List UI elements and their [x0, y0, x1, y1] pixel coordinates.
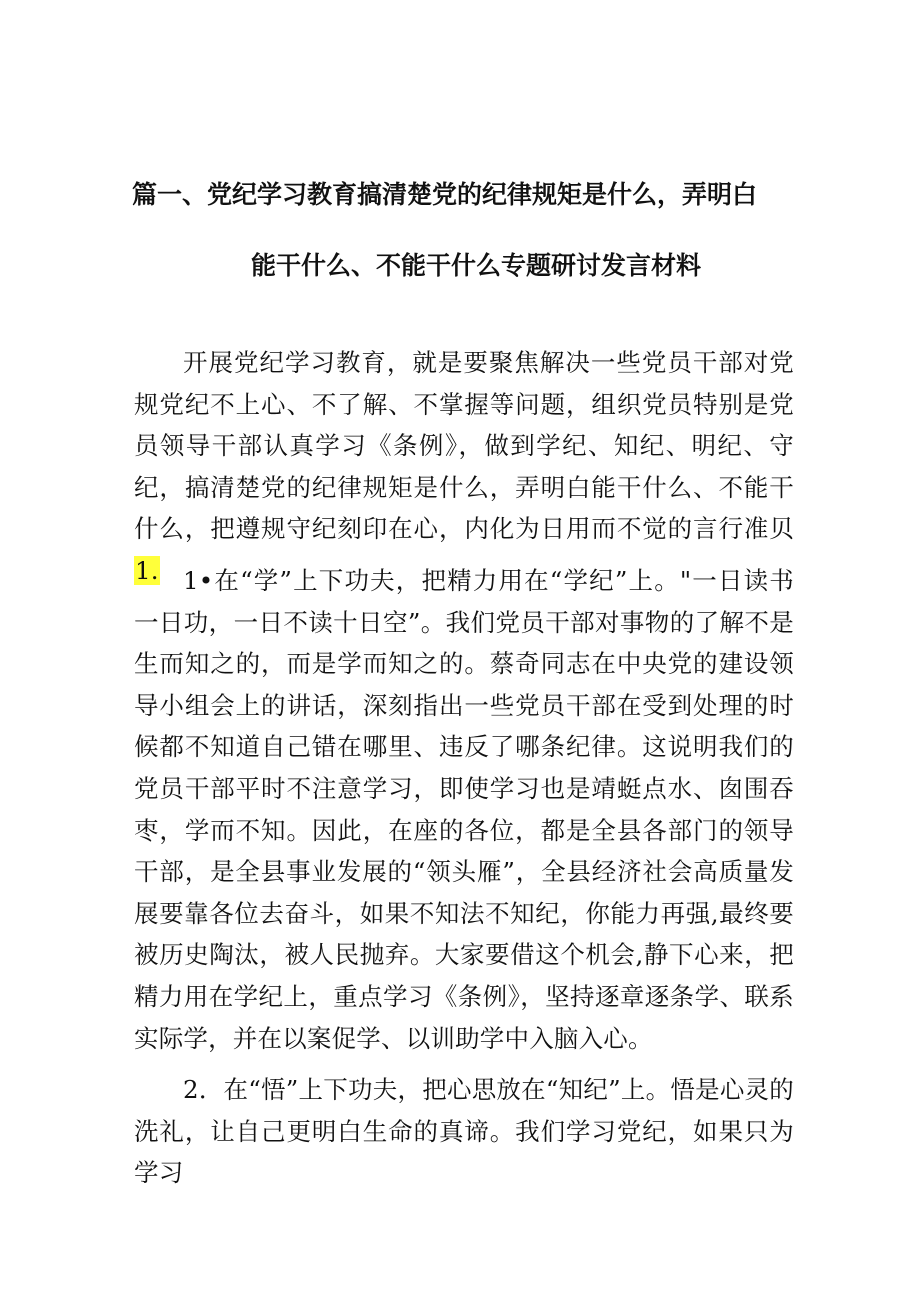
- intro-paragraph: [134, 342, 794, 592]
- paragraph-1: 1•在“学”上下功夫，把精力用在“学纪”上。"一日读书一日功，一日不读十日空”。我们党员干部对事物的了解不是生而知之的，而是学而知之的。蔡奇同志在中央党的建设领导小组会上的讲话，深刻指出一些党员干部在受到处理的时候都不知道自己错在哪里、违反了哪条纪律。这说明我们的党员干部平时不注意学习，即使学习也是靖蜓点水、囱围吞枣，学而不知。因此，在座的各位，都是全县各部门的领导干部，是全县事业发展的“领头雁”，全县经济社会高质量发展要靠各位去奋斗，如果不知法不知纪，你能力再强,最终要被历史陶汰，被人民抛弃。大家要借这个机会,静下心来，把精力用在学纪上，重点学习《条例》，坚持逐章逐条学、联系实际学，并在以案促学、以训助学中入脑入心。: [134, 566, 794, 1053]
- paragraph-2: 2．在“悟”上下功夫，把心思放在“知纪”上。悟是心灵的洗礼，让自己更明白生命的真谛。我们学习党纪，如果只为学习: [134, 1075, 794, 1188]
- paragraph-1-block: [134, 560, 794, 1059]
- intro-paragraph-block: [134, 342, 794, 592]
- document-title-line-1: 篇一、党纪学习教育搞清楚党的纪律规矩是什么，弄明白: [132, 180, 758, 209]
- highlighted-marker: 1.: [135, 555, 159, 585]
- document-title-line-2: 能干什么、不能干什么专题研讨发言材料: [251, 251, 702, 280]
- intro-text: 开展党纪学习教育，就是要聚焦解决一些党员干部对党规党纪不上心、不了解、不掌握等问题，组织党员特别是党员领导干部认真学习《条例》，做到学纪、知纪、明纪、守纪，搞清楚党的纪律规矩是什么，弄明白能干什么、不能干什么，把遵规守纪刻印在心，内化为日用而不觉的言行准贝: [134, 348, 794, 544]
- paragraph-2-block: [134, 1069, 794, 1194]
